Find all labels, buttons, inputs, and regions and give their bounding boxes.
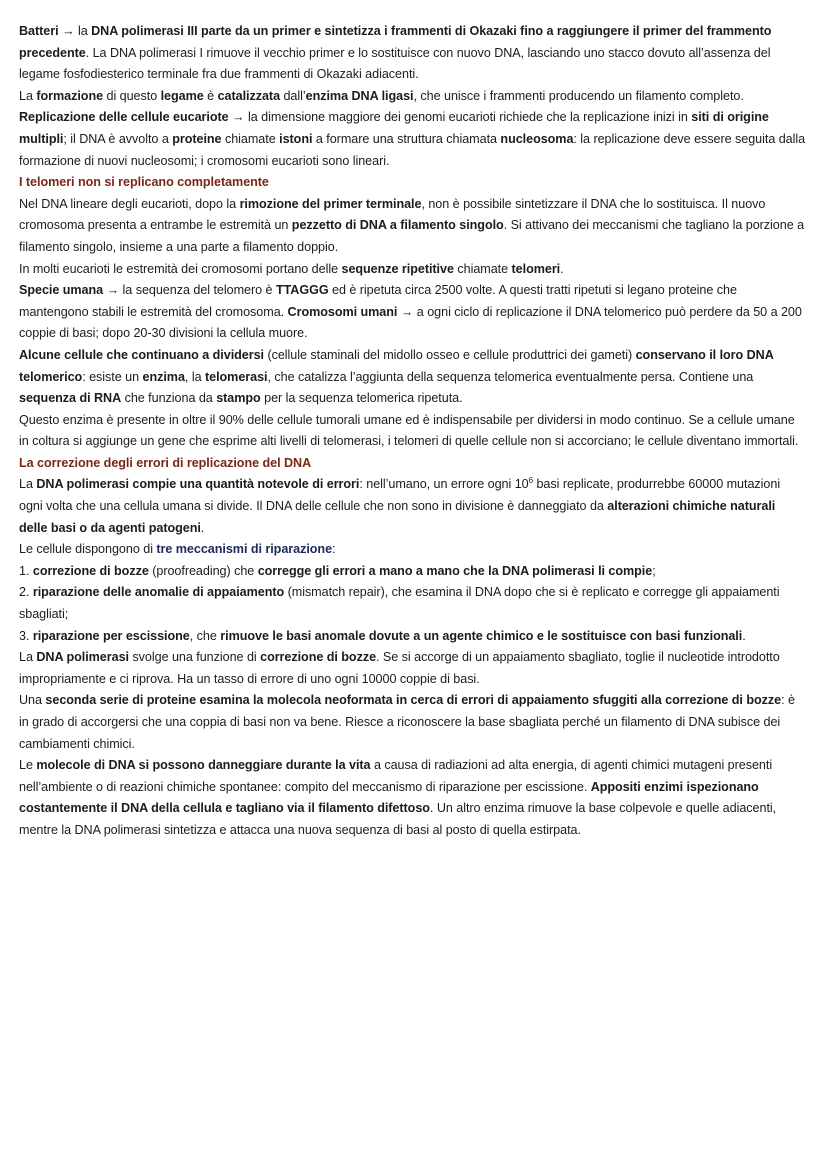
paragraph-telomerase: Alcune cellule che continuano a dividersi (cellule staminali del midollo osseo e cellule produttrici dei gameti) conservano il loro DNA telomerico: esiste un enzima, la telomerasi, che catalizza l’aggiunta della sequenza telomerica eventualmente persa. Contiene una sequenza di RNA che funziona da stampo per la sequenza telomerica ripetuta. (19, 347, 774, 406)
paragraph-repair-mechanisms: Le cellule dispongono di tre meccanismi di riparazione: (19, 542, 336, 557)
paragraph-dna-damage: Le molecole di DNA si possono danneggiare durante la vita a causa di radiazioni ad alta energia, di agenti chimici mutageni presenti nell’ambiente o di reazioni chimiche spontanee: compito del meccanismo di riparazione per escissione. Appositi enzimi ispezionano costantemente il DNA della cellula e tagliano via il filamento difettoso. Un altro enzima rimuove la base colpevole e quelle adiacenti, mentre la DNA polimerasi sintetizza e attacca una nuova sequenza di basi al posto di quella estirpata. (19, 758, 777, 837)
term-batteri: Batteri (19, 24, 59, 38)
list-item-mismatch-repair: 2. riparazione delle anomalie di appaiamento (mismatch repair), che esamina il DNA dopo che si è replicato e corregge gli appaiamenti sbagliati; (19, 585, 780, 622)
section-heading-telomeres: I telomeri non si replicano completamente (19, 175, 269, 190)
paragraph-eukaryotic-replication: Replicazione delle cellule eucariote → la dimensione maggiore dei genomi eucarioti richiede che la replicazione inizi in siti di origine multipli; il DNA è avvolto a proteine chiamate istoni a formare una struttura chiamata nucleosoma: la replicazione deve essere seguita dalla formazione di nuovi nucleosomi; i cromosomi eucarioti sono lineari. (19, 110, 806, 168)
paragraph-linear-dna: Nel DNA lineare degli eucarioti, dopo la rimozione del primer terminale, non è possibile sintetizzare il DNA che lo sostituisca. Il nuovo cromosoma presenta a entrambe le estremità un pezzetto di DNA a filamento singolo. Si attivano dei meccanismi che tagliano la porzione a filamento singolo, insieme a una parte a filamento doppio. (19, 196, 805, 254)
paragraph-mismatch-detail: Una seconda serie di proteine esamina la molecola neoformata in cerca di errori di appaiamento sfuggiti alla correzione di bozze: è in grado di accorgersi che una coppia di basi non va bene. Riesce a riconoscere la base sbagliata perché un filamento di DNA subisce dei cambiamenti chimici. (19, 693, 795, 751)
paragraph-polymerase-errors: La DNA polimerasi compie una quantità notevole di errori: nell’umano, un errore ogni $10^6$ basi replicate, produrrebbe 60000 mutazioni ogni volta che una cellula umana si divide. Il DNA delle cellule che non sono in divisione è danneggiato da alterazioni chimiche naturali delle basi o da agenti patogeni. (19, 476, 781, 535)
paragraph-tumor-cells: Questo enzima è presente in oltre il 90% delle cellule tumorali umane ed è indispensabile per dividersi in modo continuo. Se a cellule umane in coltura si aggiunge un gene che esprime alti livelli di telomerasi, i telomeri di quelle cellule non si accorciano; le cellule diventano immortali. (19, 412, 799, 449)
section-heading-error-correction: La correzione degli errori di replicazione del DNA (19, 455, 312, 470)
exponent: 6 (528, 476, 534, 486)
paragraph-ligase: La formazione di questo legame è catalizzata dall’enzima DNA ligasi, che unisce i frammenti producendo un filamento completo. (19, 88, 744, 103)
list-item-proofreading: 1. correzione di bozze (proofreading) che corregge gli errori a mano a mano che la DNA polimerasi li compie; (19, 563, 656, 578)
paragraph-proofreading-detail: La DNA polimerasi svolge una funzione di correzione di bozze. Se si accorge di un appaiamento sbagliato, toglie il nucleotide introdotto impropriamente e ci riprova. Ha un tasso di errore di uno ogni 10000 coppie di basi. (19, 650, 780, 686)
list-item-excision-repair: 3. riparazione per escissione, che rimuove le basi anomale dovute a un agente chimico e le sostituisce con basi funzionali. (19, 628, 746, 643)
paragraph-telomeres: In molti eucarioti le estremità dei cromosomi portano delle sequenze ripetitive chiamate telomeri. (19, 261, 564, 276)
paragraph-human-species: Specie umana → la sequenza del telomero è TTAGGG ed è ripetuta circa 2500 volte. A questi tratti ripetuti si legano proteine che mantengono stabili le estremità del cromosoma. Cromosomi umani → a ogni ciclo di replicazione il DNA telomerico può perdere da 50 a 200 coppie di basi; dopo 20-30 divisioni la cellula muore. (19, 283, 802, 341)
paragraph-bacteria: Batteri → la DNA polimerasi III parte da un primer e sintetizza i frammenti di Okazaki fino a raggiungere il primer del frammento precedente. La DNA polimerasi I rimuove il vecchio primer e lo sostituisce con nuovo DNA, lasciando uno stacco dovuto all’assenza del legame fosfodiesterico terminale fra due frammenti di Okazaki adiacenti. (19, 24, 772, 82)
